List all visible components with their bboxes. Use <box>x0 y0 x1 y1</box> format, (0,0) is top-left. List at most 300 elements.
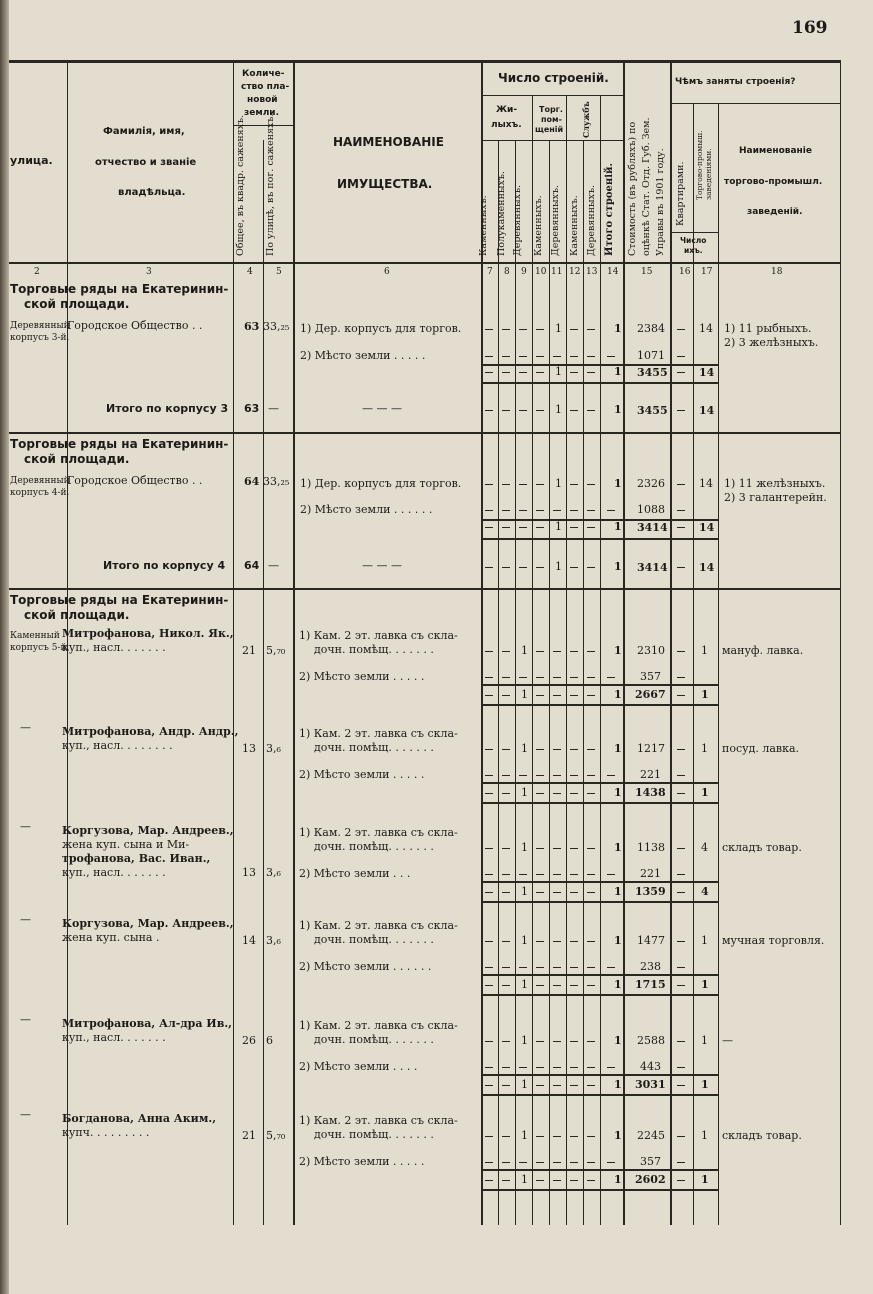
empty-dash <box>502 484 510 485</box>
grid-line <box>481 95 623 96</box>
empty-dash <box>570 1041 578 1042</box>
empty-dash <box>587 695 595 696</box>
empty-dash <box>587 941 595 942</box>
section-heading: Торговые ряды на Екатеринин- <box>10 437 229 451</box>
property-item: 1) Кам. 2 эт. лавка съ скла- <box>299 1114 458 1127</box>
est-name: — <box>722 1034 733 1047</box>
grid-line <box>263 140 264 1225</box>
est-count-sum: 1 <box>701 688 709 701</box>
empty-dash <box>519 484 527 485</box>
empty-dash <box>519 527 527 528</box>
empty-dash <box>677 967 685 968</box>
section-heading: Торговые ряды на Екатеринин- <box>10 282 229 296</box>
sum-line <box>481 1169 718 1171</box>
empty-dash <box>587 527 595 528</box>
value: 238 <box>640 960 661 973</box>
grid-line <box>9 432 840 434</box>
value-sum: 1359 <box>635 885 666 898</box>
sum-line <box>481 538 718 540</box>
value-sum: 3414 <box>637 521 668 534</box>
empty-dash <box>570 527 578 528</box>
property-item: 2) Мѣсто земли . . . . . <box>300 349 426 362</box>
header-stone3: Каменныхъ. <box>569 195 580 256</box>
land-area: 63 <box>244 320 260 333</box>
empty-dash <box>553 695 561 696</box>
empty-dash <box>519 1067 527 1068</box>
header-est-name-2: торгово-промышл. <box>724 177 823 187</box>
header-property-1: НАИМЕНОВАНІЕ <box>333 135 444 149</box>
sum-line <box>481 1189 718 1191</box>
property-item: 2) Мѣсто земли . . . . . . <box>299 960 432 973</box>
building-count: 1 <box>521 885 528 898</box>
empty-dash <box>570 484 578 485</box>
property-item: дочн. помѣщ. . . . . . . <box>314 933 434 946</box>
total-buildings: 1 <box>614 786 622 799</box>
land-area: 64 <box>244 475 260 488</box>
property-item: дочн. помѣщ. . . . . . . <box>314 1033 434 1046</box>
header-land-3: новой <box>247 95 278 105</box>
empty-dash <box>607 967 615 968</box>
empty-dash <box>553 749 561 750</box>
header-wooden3: Деревянныхъ. <box>586 184 597 256</box>
header-land-4: земли. <box>244 108 280 118</box>
est-count-sum: 1 <box>701 978 709 991</box>
est-count: 4 <box>701 841 708 854</box>
land-area: 13 <box>242 742 256 755</box>
empty-dash <box>519 775 527 776</box>
land-street: 5,₇₀ <box>266 1129 286 1142</box>
empty-dash <box>519 329 527 330</box>
empty-dash <box>570 848 578 849</box>
empty-dash <box>570 775 578 776</box>
land-street: 3,₆ <box>266 866 281 879</box>
value: 221 <box>640 768 661 781</box>
empty-dash <box>553 892 561 893</box>
empty-dash <box>485 372 493 373</box>
total-buildings: 1 <box>614 978 622 991</box>
empty-dash <box>587 874 595 875</box>
empty-dash <box>485 793 493 794</box>
col-number: 13 <box>586 267 598 277</box>
value-sum: 2602 <box>635 1173 666 1186</box>
empty-dash <box>677 775 685 776</box>
grid-line <box>233 60 234 1225</box>
empty-dash <box>677 695 685 696</box>
value: 2310 <box>637 644 665 657</box>
building-count: 1 <box>521 934 528 947</box>
grid-line <box>840 60 841 1225</box>
owner-name: Городское Общество . . <box>67 474 203 487</box>
col-number: 12 <box>569 267 581 277</box>
building-count: 1 <box>521 644 528 657</box>
value-sum: 3031 <box>635 1078 666 1091</box>
owner-name: Митрофанова, Никол. Як., <box>62 627 234 640</box>
owner-name: куп., насл. . . . . . . <box>62 1031 166 1044</box>
property-item: дочн. помѣщ. . . . . . . <box>314 840 434 853</box>
sum-line <box>481 802 718 804</box>
total-buildings: 1 <box>614 1129 622 1142</box>
col-number: 6 <box>384 267 390 277</box>
empty-dash <box>502 651 510 652</box>
value: 1138 <box>637 841 665 854</box>
empty-dash <box>536 527 544 528</box>
value: 357 <box>640 1155 661 1168</box>
land-area: 14 <box>242 934 256 947</box>
empty-dash <box>570 941 578 942</box>
col-number: 11 <box>551 267 563 277</box>
header-count-1: Число <box>680 236 707 245</box>
empty-dash <box>677 1180 685 1181</box>
corpus-total-count: 14 <box>699 404 715 417</box>
empty-dash <box>570 677 578 678</box>
empty-dash <box>536 941 544 942</box>
empty-dash <box>485 1180 493 1181</box>
property-item: 2) Мѣсто земли . . . <box>299 867 411 880</box>
property-item: 1) Дер. корпусъ для торгов. <box>300 322 462 335</box>
building-count: 1 <box>521 1034 528 1047</box>
empty-dash <box>677 356 685 357</box>
empty-dash <box>519 567 527 568</box>
street-dash: — <box>20 1013 31 1026</box>
empty-dash <box>677 1085 685 1086</box>
owner-name: Митрофанова, Ал-дра Ив., <box>62 1017 233 1030</box>
col-number: 8 <box>504 267 510 277</box>
empty-dash <box>536 1085 544 1086</box>
empty-dash <box>677 1162 685 1163</box>
empty-dash <box>587 775 595 776</box>
corpus-total-area: 63 <box>244 402 260 415</box>
building-type: корпусъ 5-й. <box>10 643 70 653</box>
empty-dash <box>536 892 544 893</box>
empty-dash <box>485 985 493 986</box>
empty-dash <box>502 1067 510 1068</box>
empty-dash <box>553 848 561 849</box>
empty-dash <box>553 1067 561 1068</box>
empty-dash <box>587 410 595 411</box>
total-buildings: 1 <box>614 841 622 854</box>
empty-dash <box>570 1067 578 1068</box>
corpus-total-count: 14 <box>699 561 715 574</box>
empty-dash <box>570 985 578 986</box>
grid-line <box>9 262 840 264</box>
empty-dash <box>677 874 685 875</box>
empty-dash <box>677 793 685 794</box>
empty-dash <box>587 892 595 893</box>
property-item: 1) Кам. 2 эт. лавка съ скла- <box>299 629 458 642</box>
header-apartments: Квартирами. <box>675 161 686 226</box>
owner-name: купч. . . . . . . . . <box>62 1126 150 1139</box>
empty-dash <box>677 510 685 511</box>
header-trade-est-1: Торгово-промыш. <box>695 130 704 200</box>
property-item: 1) Кам. 2 эт. лавка съ скла- <box>299 826 458 839</box>
empty-dash <box>587 372 595 373</box>
empty-dash <box>553 356 561 357</box>
est-name: 2) 3 галантерейн. <box>724 491 827 504</box>
empty-dash <box>485 775 493 776</box>
property-item: 2) Мѣсто земли . . . . . <box>299 670 425 683</box>
empty-dash <box>607 775 615 776</box>
empty-dash <box>485 941 493 942</box>
empty-dash <box>587 1041 595 1042</box>
header-value-3: Управы въ 1901 году. <box>655 148 666 256</box>
empty-dash <box>519 1162 527 1163</box>
empty-dash <box>570 1085 578 1086</box>
empty-dash <box>587 1067 595 1068</box>
empty-dash <box>485 410 493 411</box>
empty-dash <box>485 356 493 357</box>
total-buildings: 1 <box>614 1034 622 1047</box>
land-area: 13 <box>242 866 256 879</box>
empty-dash <box>553 967 561 968</box>
grid-line <box>693 103 694 1225</box>
empty-dash <box>502 356 510 357</box>
empty-dash <box>485 1162 493 1163</box>
empty-dash <box>570 695 578 696</box>
building-type: корпусъ 4-й. <box>10 488 70 498</box>
building-count: 1 <box>521 742 528 755</box>
corpus-total-items: — — — <box>362 559 402 572</box>
header-wooden2: Деревянныхъ. <box>550 184 561 256</box>
total-buildings: 1 <box>614 322 622 335</box>
sum-line <box>481 382 718 384</box>
page-number: 169 <box>792 18 828 38</box>
empty-dash <box>553 1041 561 1042</box>
header-est-name-3: заведеній. <box>747 207 803 217</box>
header-value-1: Стоимость (въ рубляхъ) по <box>627 121 638 256</box>
land-street: 3,₆ <box>266 742 281 755</box>
empty-dash <box>485 1085 493 1086</box>
empty-dash <box>502 1136 510 1137</box>
sum-line <box>481 704 718 706</box>
empty-dash <box>587 567 595 568</box>
corpus-total-street: — <box>268 559 279 572</box>
empty-dash <box>677 527 685 528</box>
grid-line <box>293 60 295 1225</box>
land-street: 3,₆ <box>266 934 281 947</box>
corpus-total-value: 3414 <box>637 561 668 574</box>
empty-dash <box>536 651 544 652</box>
empty-dash <box>677 567 685 568</box>
empty-dash <box>536 510 544 511</box>
owner-name: Богданова, Анна Аким., <box>62 1112 217 1125</box>
col-number: 7 <box>487 267 493 277</box>
est-count: 14 <box>699 477 713 490</box>
est-name: 1) 11 желѣзныхъ. <box>724 477 826 490</box>
empty-dash <box>485 749 493 750</box>
col-number: 9 <box>521 267 527 277</box>
empty-dash <box>677 329 685 330</box>
empty-dash <box>677 1136 685 1137</box>
empty-dash <box>570 1136 578 1137</box>
grid-line <box>623 60 625 1225</box>
empty-dash <box>677 892 685 893</box>
header-trade-3: щеній <box>535 125 564 134</box>
corpus-total-street: — <box>268 402 279 415</box>
empty-dash <box>553 775 561 776</box>
empty-dash <box>587 793 595 794</box>
empty-dash <box>485 329 493 330</box>
empty-dash <box>536 1136 544 1137</box>
empty-dash <box>677 651 685 652</box>
total-buildings: 1 <box>614 520 622 533</box>
empty-dash <box>587 967 595 968</box>
owner-name: Митрофанова, Андр. Андр., <box>62 725 239 738</box>
property-item: 2) Мѣсто земли . . . . . <box>299 1155 425 1168</box>
header-trade-2: пом- <box>541 115 562 124</box>
land-street: 5,₇₀ <box>266 644 286 657</box>
empty-dash <box>553 651 561 652</box>
building-count: 1 <box>521 978 528 991</box>
value: 2245 <box>637 1129 665 1142</box>
empty-dash <box>536 695 544 696</box>
empty-dash <box>570 329 578 330</box>
empty-dash <box>570 651 578 652</box>
empty-dash <box>677 985 685 986</box>
total-buildings: 1 <box>614 742 622 755</box>
grid-line <box>549 140 550 1225</box>
empty-dash <box>570 1180 578 1181</box>
est-count: 1 <box>701 742 708 755</box>
empty-dash <box>607 874 615 875</box>
empty-dash <box>485 1067 493 1068</box>
header-owner-3: владѣльца. <box>118 187 186 198</box>
empty-dash <box>536 775 544 776</box>
building-count: 1 <box>521 688 528 701</box>
empty-dash <box>502 1041 510 1042</box>
grid-line <box>670 103 840 104</box>
sum-line <box>481 1094 718 1096</box>
sum-line <box>481 519 718 521</box>
empty-dash <box>677 749 685 750</box>
est-count: 1 <box>701 644 708 657</box>
land-street: 33,₂₅ <box>263 320 290 333</box>
empty-dash <box>485 510 493 511</box>
header-property-2: ИМУЩЕСТВА. <box>337 177 433 191</box>
building-count: 1 <box>521 1129 528 1142</box>
empty-dash <box>485 677 493 678</box>
empty-dash <box>519 410 527 411</box>
empty-dash <box>536 985 544 986</box>
owner-name: куп., насл. . . . . . . <box>62 866 166 879</box>
empty-dash <box>570 567 578 568</box>
property-item: дочн. помѣщ. . . . . . . <box>314 1128 434 1141</box>
empty-dash <box>502 892 510 893</box>
empty-dash <box>536 1067 544 1068</box>
empty-dash <box>607 1067 615 1068</box>
grid-line <box>515 140 516 1225</box>
empty-dash <box>570 793 578 794</box>
empty-dash <box>553 874 561 875</box>
empty-dash <box>570 1162 578 1163</box>
sum-line <box>481 364 718 366</box>
empty-dash <box>502 985 510 986</box>
empty-dash <box>607 510 615 511</box>
empty-dash <box>485 695 493 696</box>
empty-dash <box>677 1041 685 1042</box>
empty-dash <box>570 874 578 875</box>
empty-dash <box>519 967 527 968</box>
empty-dash <box>502 775 510 776</box>
empty-dash <box>677 372 685 373</box>
empty-dash <box>485 848 493 849</box>
header-owner-1: Фамилія, имя, <box>103 126 185 137</box>
empty-dash <box>485 1136 493 1137</box>
empty-dash <box>553 941 561 942</box>
empty-dash <box>502 677 510 678</box>
empty-dash <box>587 651 595 652</box>
section-heading: ской площади. <box>24 608 130 622</box>
empty-dash <box>607 1162 615 1163</box>
empty-dash <box>607 677 615 678</box>
total-buildings: 1 <box>614 644 622 657</box>
total-buildings: 1 <box>614 560 622 573</box>
est-name: складъ товар. <box>722 841 802 854</box>
header-land-total: Общее, въ квадр. саженяхъ. <box>235 114 246 256</box>
empty-dash <box>677 941 685 942</box>
building-type: корпусъ 3-й. <box>10 333 70 343</box>
empty-dash <box>502 749 510 750</box>
building-count: 1 <box>555 477 562 490</box>
empty-dash <box>519 356 527 357</box>
est-name: 2) 3 желѣзныхъ. <box>724 336 819 349</box>
building-count: 1 <box>555 520 562 533</box>
corpus-total-label: Итого по корпусу 4 <box>103 559 226 572</box>
header-est-name-1: Наименованіе <box>739 146 812 156</box>
total-buildings: 1 <box>614 688 622 701</box>
est-name: 1) 11 рыбныхъ. <box>724 322 812 335</box>
empty-dash <box>485 967 493 968</box>
owner-name: Коргузова, Мар. Андреев., <box>62 917 234 930</box>
owner-name: куп., насл. . . . . . . . <box>62 739 173 752</box>
total-buildings: 1 <box>614 1173 622 1186</box>
empty-dash <box>587 356 595 357</box>
empty-dash <box>536 874 544 875</box>
grid-line <box>670 232 718 233</box>
value-sum: 2667 <box>635 688 666 701</box>
property-item: дочн. помѣщ. . . . . . . <box>314 741 434 754</box>
grid-line <box>670 60 672 1225</box>
header-living-1: Жи- <box>496 105 518 115</box>
value: 443 <box>640 1060 661 1073</box>
empty-dash <box>502 527 510 528</box>
corpus-total-area: 64 <box>244 559 260 572</box>
empty-dash <box>587 329 595 330</box>
header-semistone: Полукаменныхъ. <box>496 171 507 256</box>
header-value-2: оцѣнкѣ Стат. Отд. Губ. Зем. <box>641 117 652 256</box>
header-total-buildings: Итого строеній. <box>604 163 615 256</box>
property-item: 2) Мѣсто земли . . . . . <box>299 768 425 781</box>
total-buildings: 1 <box>614 885 622 898</box>
building-type: Деревянный <box>10 476 70 486</box>
empty-dash <box>553 677 561 678</box>
value: 2326 <box>637 477 665 490</box>
owner-name: Городское Общество . . <box>67 319 203 332</box>
header-street: улица. <box>10 154 53 167</box>
empty-dash <box>502 410 510 411</box>
building-count: 1 <box>521 841 528 854</box>
empty-dash <box>570 892 578 893</box>
sum-line <box>481 901 718 903</box>
grid-line <box>718 103 719 1225</box>
empty-dash <box>587 1162 595 1163</box>
empty-dash <box>519 510 527 511</box>
empty-dash <box>553 985 561 986</box>
empty-dash <box>587 1180 595 1181</box>
header-owner-2: отчество и званіе <box>95 157 197 168</box>
empty-dash <box>536 967 544 968</box>
street-dash: — <box>20 913 31 926</box>
empty-dash <box>502 372 510 373</box>
